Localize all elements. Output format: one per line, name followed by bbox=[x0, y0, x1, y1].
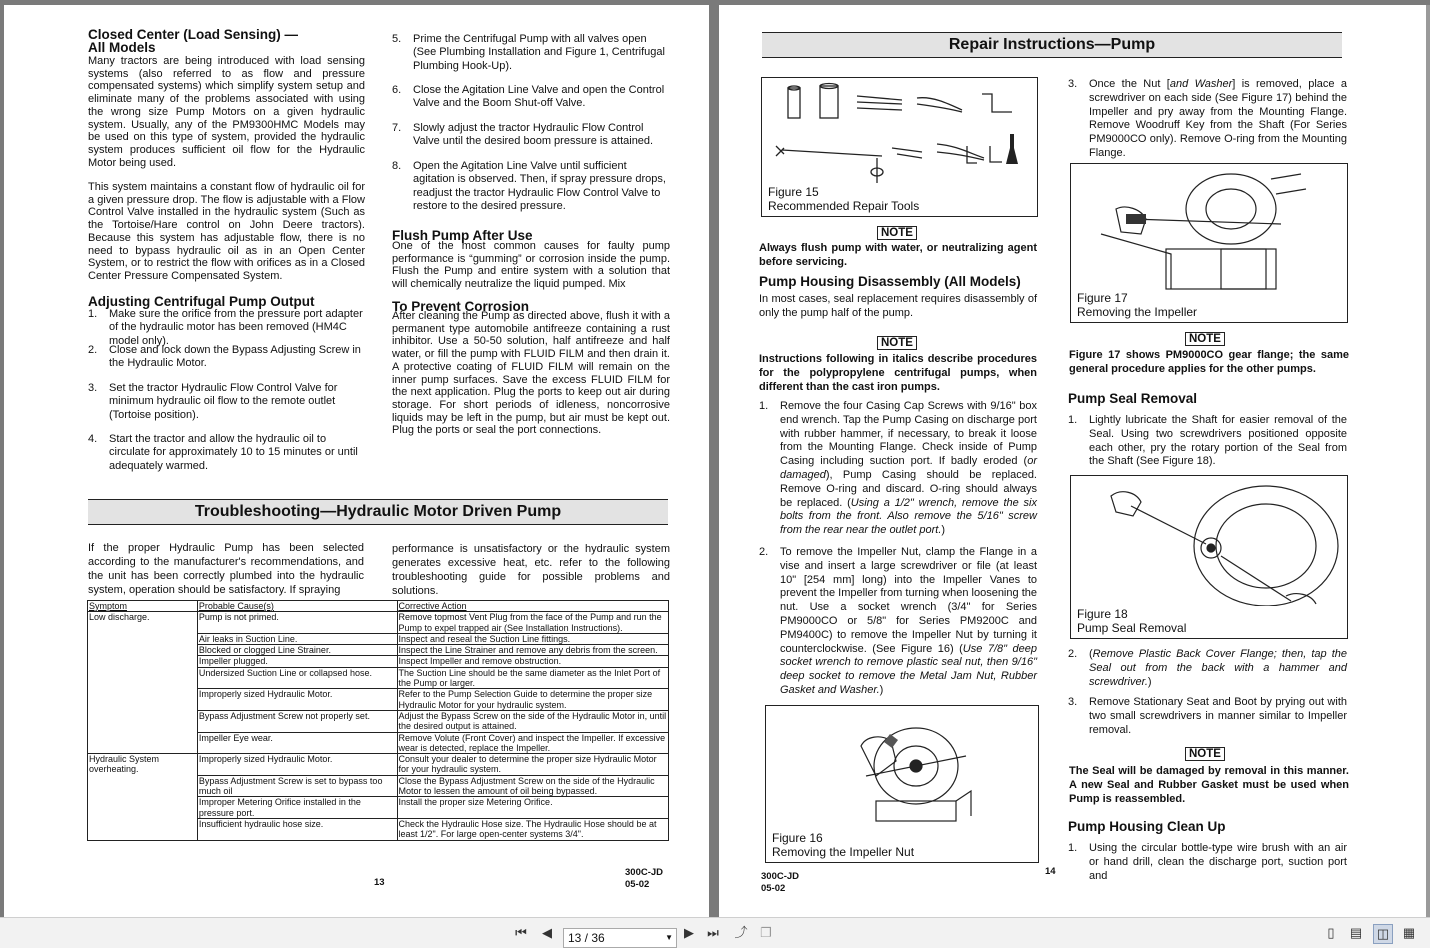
cause-cell: Air leaks in Suction Line. bbox=[197, 633, 397, 644]
action-cell: Remove Volute (Front Cover) and inspect the Impeller. If excessive wear is detected, replace the Impeller. bbox=[397, 732, 669, 754]
adjust-step-4: 4. Start the tractor and allow the hydraulic oil to circulate for approximately 10 to 15 minutes or until adequately warmed. bbox=[88, 433, 358, 472]
adjust-step-5: 5. Prime the Centrifugal Pump with all valves open (See Plumbing Installation and Figure 1, Centrifugal Plumbing Hook-Up). bbox=[392, 33, 665, 72]
symptom-cell: Hydraulic System overheating. bbox=[88, 754, 198, 840]
cause-cell: Pump is not primed. bbox=[197, 612, 397, 634]
action-cell: Inspect and reseal the Suction Line fittings. bbox=[397, 633, 669, 644]
two-page-view-icon[interactable]: ◫ bbox=[1373, 924, 1393, 944]
adjust-step-7: 7. Slowly adjust the tractor Hydraulic Flow Control Valve until the desired boom pressure is attained. bbox=[392, 122, 654, 148]
seal-step-2: 2. (Remove Plastic Back Cover Flange; then, tap the Seal out from the back with a hammer and screwdriver.) bbox=[1068, 648, 1347, 688]
note-2-text: Instructions following in italics describe procedures for the polypropylene centrifugal pumps, when different than the cast iron pumps. bbox=[759, 353, 1037, 393]
continuous-view-icon[interactable]: ▤ bbox=[1349, 925, 1363, 940]
table-header-cause: Probable Cause(s) bbox=[197, 601, 397, 612]
figure-17-number: Figure 17 bbox=[1077, 291, 1128, 305]
table-row bbox=[88, 754, 669, 776]
cause-cell: Improperly sized Hydraulic Motor. bbox=[197, 754, 397, 776]
cause-cell: Bypass Adjustment Screw not properly set. bbox=[197, 710, 397, 732]
adjust-step-8: 8. Open the Agitation Line Valve until sufficient agitation is observed. Then, if spray pressure drops, readjust the tractor Hydraulic Flow Control Valve to restore to the desired pressure. bbox=[392, 160, 666, 213]
troubleshooting-intro-b: performance is unsatisfactory or the hydraulic system generates excessive heat, etc. refer to the following troubleshooting guide for possible problems and solutions. bbox=[392, 543, 670, 597]
figure-16-caption bbox=[772, 832, 914, 859]
disassembly-heading: Pump Housing Disassembly (All Models) bbox=[759, 274, 1021, 289]
disassembly-step-1: 1. Remove the four Casing Cap Screws with 9/16" box end wrench. Tap the Pump Casing on discharge port with rubber hammer, if necessary, to break it loose from the Mounting Flange. Check inside of Pump Casing including suction port. If badly eroded (or damaged), Pump Casing should be replaced. Remove O-ring and discard. O-ring should always be replaced. (Using a 1/2" wrench, remove the six bolts from the front. Also remove the 5/16" screw from the rear near the outlet port.) bbox=[759, 400, 1037, 537]
vertical-scrollbar[interactable] bbox=[1426, 5, 1430, 917]
figure-15-caption bbox=[768, 186, 919, 213]
adjust-step-1: 1. Make sure the orifice from the pressure port adapter of the hydraulic motor has been removed (HM4C model only). bbox=[88, 308, 363, 347]
adjust-step-2: 2. Close and lock down the Bypass Adjusting Screw in the Hydraulic Motor. bbox=[88, 344, 361, 370]
prevent-corrosion-text: After cleaning the Pump as directed above, flush it with a permanent type automobile antifreeze containing a rust inhibitor. Use a 50-50 solution, half antifreeze and half water, or fill the pump with FLUID FILM and then drain it. A protective coating of FLUID FILM will remain on the inner pump surfaces. Save the excess FLUID FILM for the next application. Plug the ports to keep out air during storage. For short periods of idleness, noncorrosive liquids may be left in the pump, but air must be kept out. Plug the ports or seal the port connections. bbox=[392, 310, 670, 437]
table-row bbox=[88, 612, 669, 634]
cause-cell: Blocked or clogged Line Strainer. bbox=[197, 645, 397, 656]
cause-cell: Bypass Adjustment Screw is set to bypass too much oil bbox=[197, 775, 397, 797]
repair-instructions-banner: Repair Instructions—Pump bbox=[762, 32, 1342, 58]
adjust-step-3: 3. Set the tractor Hydraulic Flow Control Valve for minimum hydraulic oil flow to the remote outlet (Tortoise position). bbox=[88, 382, 338, 421]
disassembly-step-2: 2. To remove the Impeller Nut, clamp the Flange in a vise and insert a large screwdriver or file (at least 10" [254 mm] long) into the Impeller Vanes to prevent the Impeller from turning when loosening the nut. Use a socket wrench (3/4" for Series PM9000CO or 5/8" for Series PM9200C and PM9400C) to remove the Impeller Nut by turning it counterclockwise. (See Figure 16) (Use 7/8" deep socket wrench to remove plastic seal nut, then 9/16" deep socket to remove the Metal Jam Nut, Rubber Gasket and Washer.) bbox=[759, 546, 1038, 696]
figure-16-number: Figure 16 bbox=[772, 831, 823, 845]
closed-center-paragraph-2: This system maintains a constant flow of hydraulic oil for a given pressure drop. The flow is adjustable with a Flow Control Valve installed in the hydraulic system (Such as the Tortoise/Hare control on John Deere tractors). Because this system has adjustable flow, there is no need to bypass hydraulic oil as in an Open Center System, or to restrict the flow with orifices as in a Closed Center Pressure Compensated System. bbox=[88, 181, 365, 282]
cleanup-steps bbox=[1068, 842, 1347, 883]
action-cell: The Suction Line should be the same diameter as the Inlet Port of the Pump or larger. bbox=[397, 667, 669, 689]
impeller-nut-illustration bbox=[766, 706, 1038, 831]
right-page-number: 14 bbox=[1045, 866, 1056, 877]
action-cell: Adjust the Bypass Screw on the side of the Hydraulic Motor in, until the desired output is attained. bbox=[397, 710, 669, 732]
left-doc-code: 300C-JD bbox=[625, 867, 664, 878]
single-page-view-icon[interactable]: ▯ bbox=[1327, 925, 1335, 940]
action-cell: Remove topmost Vent Plug from the face of the Pump and run the Pump to expel trapped air (See Installation Instructions). bbox=[397, 612, 669, 634]
cause-cell: Improperly sized Hydraulic Motor. bbox=[197, 689, 397, 711]
flush-pump-text: One of the most common causes for faulty pump performance is “gumming” or corrosion inside the pump. Flush the Pump and entire system with a solution that will chemically neutralize the liquid pumped. Mix bbox=[392, 240, 670, 291]
seal-removal-heading: Pump Seal Removal bbox=[1068, 391, 1198, 406]
right-doc-date: 05-02 bbox=[761, 883, 786, 894]
action-cell: Install the proper size Metering Orifice. bbox=[397, 797, 669, 819]
right-doc-code: 300C-JD bbox=[761, 871, 800, 882]
viewer-toolbar bbox=[0, 917, 1430, 948]
left-page bbox=[4, 5, 709, 917]
cause-cell: Undersized Suction Line or collapsed hose. bbox=[197, 667, 397, 689]
note-4-text: The Seal will be damaged by removal in this manner. A new Seal and Rubber Gasket must be used when Pump is reassembled. bbox=[1069, 765, 1349, 805]
action-cell: Consult your dealer to determine the proper size Hydraulic Motor for your hydraulic system. bbox=[397, 754, 669, 776]
seal-step-1: 1. Lightly lubricate the Shaft for easier removal of the Seal. Using two screwdrivers positioned opposite each other, pry the rotary portion of the Seal from the Shaft (See Figure 18). bbox=[1068, 414, 1347, 468]
figure-16 bbox=[765, 705, 1039, 863]
figure-18-caption bbox=[1077, 608, 1186, 635]
troubleshooting-table bbox=[87, 600, 669, 841]
symptom-cell: Low discharge. bbox=[88, 612, 198, 754]
next-page-icon[interactable]: ▶ bbox=[684, 925, 694, 940]
closed-center-paragraph-1: Many tractors are being introduced with load sensing systems (also referred to as flow and pressure compensated systems) which simplify system setup and eliminate many of the problems associated with using the wrong size Pump Motors on a given hydraulic system. Usually, any of the PM9300HMC Models may be used on this type of system, provided the hydraulic system produces sufficient oil flow for the Hydraulic Motor being used. bbox=[88, 55, 365, 169]
two-page-continuous-icon[interactable]: ▦ bbox=[1402, 925, 1416, 940]
action-cell: Refer to the Pump Selection Guide to determine the proper size Hydraulic Motor for your hydraulic system. bbox=[397, 689, 669, 711]
figure-15-number: Figure 15 bbox=[768, 185, 819, 199]
adjusting-steps-col1 bbox=[88, 308, 365, 473]
page-indicator: 13 / 36 bbox=[568, 931, 605, 945]
cause-cell: Improper Metering Orifice installed in the pressure port. bbox=[197, 797, 397, 819]
note-label-4: NOTE bbox=[1185, 747, 1225, 761]
figure-15-title: Recommended Repair Tools bbox=[768, 198, 920, 213]
figure-18-number: Figure 18 bbox=[1077, 607, 1128, 621]
left-doc-date: 05-02 bbox=[625, 879, 650, 890]
figure-18-title: Pump Seal Removal bbox=[1077, 620, 1187, 635]
note-label-2: NOTE bbox=[877, 336, 917, 350]
table-header-symptom: Symptom bbox=[88, 601, 198, 612]
seal-removal-step-1-list bbox=[1068, 414, 1347, 469]
note-3-text: Figure 17 shows PM9000CO gear flange; the same general procedure applies for the other pumps. bbox=[1069, 349, 1349, 375]
page-selector[interactable] bbox=[563, 928, 677, 948]
last-page-icon[interactable]: ⏭ bbox=[707, 925, 719, 940]
copy-page-icon[interactable]: ❐ bbox=[760, 925, 772, 940]
action-cell: Inspect Impeller and remove obstruction. bbox=[397, 656, 669, 667]
prevent-corrosion-heading: To Prevent Corrosion bbox=[392, 299, 530, 314]
seal-removal-illustration bbox=[1071, 476, 1347, 606]
figure-17 bbox=[1070, 163, 1348, 323]
table-header-action: Corrective Action bbox=[397, 601, 669, 612]
action-cell: Close the Bypass Adjustment Screw on the side of the Hydraulic Motor to lessen the amount of oil being bypassed. bbox=[397, 775, 669, 797]
cause-cell: Insufficient hydraulic hose size. bbox=[197, 818, 397, 840]
seal-step-3: 3. Remove Stationary Seat and Boot by prying out with two small screwdrivers in manner similar to Impeller removal. bbox=[1068, 696, 1347, 736]
removing-impeller-illustration bbox=[1071, 164, 1347, 294]
first-page-icon[interactable]: ⏮ bbox=[515, 925, 527, 940]
cause-cell: Impeller Eye wear. bbox=[197, 732, 397, 754]
right-page bbox=[719, 5, 1426, 917]
repair-tools-illustration bbox=[762, 78, 1037, 188]
disassembly-steps bbox=[759, 400, 1037, 698]
troubleshooting-banner: Troubleshooting—Hydraulic Motor Driven Pump bbox=[88, 499, 668, 525]
adjusting-output-heading: Adjusting Centrifugal Pump Output bbox=[88, 294, 315, 309]
adjust-step-6: 6. Close the Agitation Line Valve and open the Control Valve and the Boom Shut-off Valve. bbox=[392, 84, 665, 110]
seal-removal-steps bbox=[1068, 648, 1347, 737]
flush-pump-heading: Flush Pump After Use bbox=[392, 228, 533, 243]
note-label-1: NOTE bbox=[877, 226, 917, 240]
adjusting-steps-col2 bbox=[392, 33, 670, 214]
previous-page-icon[interactable]: ◀ bbox=[542, 925, 552, 940]
note-label-3: NOTE bbox=[1185, 332, 1225, 346]
housing-cleanup-heading: Pump Housing Clean Up bbox=[1068, 819, 1226, 834]
left-page-number: 13 bbox=[374, 877, 385, 888]
impeller-step-3 bbox=[1068, 78, 1347, 161]
disassembly-step-3: 3. Once the Nut [and Washer] is removed, place a screwdriver on each side (See Figure 17) behind the Impeller and pry away from the Mounting Flange. Remove Woodruff Key from the Shaft (For Series PM9000CO only). Remove O-ring from the Mounting Flange. bbox=[1068, 78, 1347, 159]
closed-center-heading: Closed Center (Load Sensing) — All Models bbox=[88, 27, 299, 55]
figure-17-title: Removing the Impeller bbox=[1077, 304, 1198, 319]
cause-cell: Impeller plugged. bbox=[197, 656, 397, 667]
note-1-text: Always flush pump with water, or neutralizing agent before servicing. bbox=[759, 242, 1037, 268]
figure-18 bbox=[1070, 475, 1348, 639]
troubleshooting-intro-a: If the proper Hydraulic Pump has been selected according to the manufacturer's recommendations, and the unit has been correctly plumbed into the hydraulic system, operation should be satisfactory. If spraying bbox=[88, 542, 364, 596]
rotate-icon[interactable]: ⤴ bbox=[734, 925, 748, 940]
action-cell: Check the Hydraulic Hose size. The Hydraulic Hose should be at least 1/2". For large open-center systems 3/4". bbox=[397, 818, 669, 840]
figure-15 bbox=[761, 77, 1038, 217]
figure-17-caption bbox=[1077, 292, 1197, 319]
action-cell: Inspect the Line Strainer and remove any debris from the screen. bbox=[397, 645, 669, 656]
chevron-down-icon: ▼ bbox=[665, 933, 673, 942]
figure-16-title: Removing the Impeller Nut bbox=[772, 844, 915, 859]
disassembly-text: In most cases, seal replacement requires disassembly of only the pump half of the pump. bbox=[759, 293, 1037, 319]
cleanup-step-1: 1. Using the circular bottle-type wire brush with an air or hand drill, clean the discharge port, suction port and bbox=[1068, 842, 1347, 882]
